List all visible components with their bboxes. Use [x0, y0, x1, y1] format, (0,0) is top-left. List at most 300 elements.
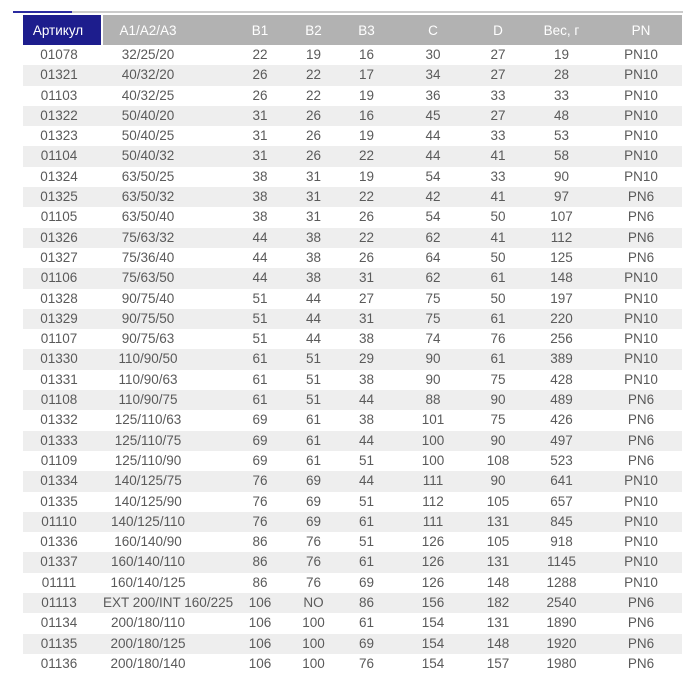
cell-pn: PN10 [600, 512, 682, 532]
cell-artikul: 01103 [23, 86, 103, 106]
cell-b2: NO [287, 593, 340, 613]
cell-artikul: 01335 [23, 492, 103, 512]
cell-c: 101 [393, 410, 473, 430]
cell-a-sizes: 32/25/20 [103, 45, 233, 65]
cell-artikul: 01135 [23, 634, 103, 654]
cell-b2: 61 [287, 410, 340, 430]
cell-b2: 61 [287, 451, 340, 471]
cell-c: 62 [393, 268, 473, 288]
cell-d: 182 [473, 593, 523, 613]
cell-b1: 106 [233, 634, 287, 654]
cell-c: 90 [393, 349, 473, 369]
cell-weight: 256 [523, 329, 600, 349]
cell-pn: PN6 [600, 248, 682, 268]
cell-artikul: 01324 [23, 167, 103, 187]
cell-artikul: 01113 [23, 593, 103, 613]
cell-pn: PN6 [600, 207, 682, 227]
cell-b2: 38 [287, 228, 340, 248]
cell-d: 27 [473, 106, 523, 126]
cell-c: 54 [393, 207, 473, 227]
cell-weight: 1890 [523, 613, 600, 633]
cell-weight: 19 [523, 45, 600, 65]
cell-b1: 61 [233, 390, 287, 410]
column-header-a-sizes: A1/A2/A3 [103, 15, 233, 45]
cell-artikul: 01329 [23, 309, 103, 329]
cell-b3: 44 [340, 390, 393, 410]
cell-b1: 61 [233, 370, 287, 390]
table-row [23, 390, 682, 410]
cell-weight: 28 [523, 65, 600, 85]
cell-b3: 69 [340, 634, 393, 654]
cell-d: 33 [473, 126, 523, 146]
cell-b2: 22 [287, 65, 340, 85]
column-header-weight: Вес, г [523, 15, 600, 45]
cell-c: 45 [393, 106, 473, 126]
cell-pn: PN6 [600, 228, 682, 248]
table-row [23, 431, 682, 451]
cell-pn: PN6 [600, 390, 682, 410]
cell-b1: 31 [233, 126, 287, 146]
table-row [23, 126, 682, 146]
column-header-d: D [473, 15, 523, 45]
cell-weight: 197 [523, 289, 600, 309]
cell-weight: 489 [523, 390, 600, 410]
cell-b3: 17 [340, 65, 393, 85]
cell-b1: 106 [233, 593, 287, 613]
cell-b1: 38 [233, 167, 287, 187]
cell-c: 30 [393, 45, 473, 65]
cell-weight: 497 [523, 431, 600, 451]
cell-b2: 26 [287, 106, 340, 126]
cell-b2: 31 [287, 207, 340, 227]
cell-weight: 107 [523, 207, 600, 227]
cell-artikul: 01331 [23, 370, 103, 390]
cell-weight: 125 [523, 248, 600, 268]
cell-a-sizes: 40/32/20 [103, 65, 233, 85]
cell-b1: 69 [233, 410, 287, 430]
cell-b1: 31 [233, 146, 287, 166]
cell-weight: 918 [523, 532, 600, 552]
cell-b3: 61 [340, 512, 393, 532]
cell-pn: PN10 [600, 289, 682, 309]
cell-b2: 31 [287, 187, 340, 207]
cell-b1: 26 [233, 86, 287, 106]
cell-d: 41 [473, 187, 523, 207]
cell-pn: PN10 [600, 329, 682, 349]
cell-weight: 1145 [523, 552, 600, 572]
cell-artikul: 01337 [23, 552, 103, 572]
cell-b2: 76 [287, 532, 340, 552]
cell-b3: 38 [340, 410, 393, 430]
cell-pn: PN10 [600, 552, 682, 572]
cell-d: 50 [473, 248, 523, 268]
column-header-pn: PN [600, 15, 682, 45]
cell-b3: 31 [340, 309, 393, 329]
cell-pn: PN6 [600, 410, 682, 430]
cell-artikul: 01325 [23, 187, 103, 207]
cell-weight: 426 [523, 410, 600, 430]
cell-pn: PN6 [600, 187, 682, 207]
cell-b3: 86 [340, 593, 393, 613]
table-row [23, 228, 682, 248]
cell-pn: PN10 [600, 268, 682, 288]
cell-d: 105 [473, 532, 523, 552]
cell-d: 90 [473, 471, 523, 491]
cell-a-sizes: 125/110/63 [103, 410, 233, 430]
cell-d: 27 [473, 65, 523, 85]
cell-b3: 38 [340, 370, 393, 390]
cell-b2: 61 [287, 431, 340, 451]
cell-b3: 19 [340, 167, 393, 187]
cell-weight: 220 [523, 309, 600, 329]
table-row [23, 106, 682, 126]
cell-b1: 76 [233, 512, 287, 532]
cell-d: 41 [473, 146, 523, 166]
table-row [23, 289, 682, 309]
cell-a-sizes: 140/125/90 [103, 492, 233, 512]
table-row [23, 410, 682, 430]
cell-b2: 69 [287, 471, 340, 491]
cell-c: 126 [393, 552, 473, 572]
table-row [23, 654, 682, 674]
cell-a-sizes: 90/75/63 [103, 329, 233, 349]
table-row [23, 349, 682, 369]
cell-b2: 51 [287, 349, 340, 369]
cell-a-sizes: EXT 200/INT 160/225 [103, 593, 233, 613]
cell-d: 27 [473, 45, 523, 65]
cell-pn: PN6 [600, 451, 682, 471]
cell-c: 74 [393, 329, 473, 349]
cell-weight: 389 [523, 349, 600, 369]
cell-c: 54 [393, 167, 473, 187]
cell-artikul: 01336 [23, 532, 103, 552]
cell-c: 75 [393, 309, 473, 329]
cell-d: 157 [473, 654, 523, 674]
cell-b1: 86 [233, 552, 287, 572]
cell-b1: 76 [233, 471, 287, 491]
cell-b3: 51 [340, 492, 393, 512]
cell-b2: 44 [287, 289, 340, 309]
cell-a-sizes: 110/90/75 [103, 390, 233, 410]
cell-weight: 148 [523, 268, 600, 288]
cell-b1: 86 [233, 573, 287, 593]
cell-pn: PN10 [600, 492, 682, 512]
cell-d: 50 [473, 289, 523, 309]
cell-weight: 53 [523, 126, 600, 146]
cell-c: 112 [393, 492, 473, 512]
cell-b2: 51 [287, 390, 340, 410]
cell-c: 126 [393, 532, 473, 552]
cell-b1: 86 [233, 532, 287, 552]
cell-pn: PN10 [600, 532, 682, 552]
cell-artikul: 01107 [23, 329, 103, 349]
cell-b1: 106 [233, 654, 287, 674]
cell-weight: 1980 [523, 654, 600, 674]
cell-b3: 31 [340, 268, 393, 288]
cell-a-sizes: 63/50/25 [103, 167, 233, 187]
cell-d: 108 [473, 451, 523, 471]
cell-b2: 100 [287, 613, 340, 633]
cell-b3: 22 [340, 228, 393, 248]
cell-b2: 51 [287, 370, 340, 390]
cell-a-sizes: 50/40/32 [103, 146, 233, 166]
cell-b1: 31 [233, 106, 287, 126]
cell-b2: 38 [287, 268, 340, 288]
cell-weight: 33 [523, 86, 600, 106]
cell-b3: 51 [340, 451, 393, 471]
cell-d: 76 [473, 329, 523, 349]
table-row [23, 268, 682, 288]
cell-b2: 100 [287, 654, 340, 674]
cell-artikul: 01109 [23, 451, 103, 471]
table-row [23, 248, 682, 268]
cell-a-sizes: 140/125/75 [103, 471, 233, 491]
cell-a-sizes: 63/50/40 [103, 207, 233, 227]
cell-b2: 31 [287, 167, 340, 187]
cell-d: 75 [473, 410, 523, 430]
cell-pn: PN10 [600, 86, 682, 106]
table-body [23, 45, 682, 674]
cell-a-sizes: 50/40/20 [103, 106, 233, 126]
cell-c: 100 [393, 431, 473, 451]
cell-b1: 51 [233, 329, 287, 349]
table-row [23, 573, 682, 593]
cell-weight: 97 [523, 187, 600, 207]
cell-b3: 44 [340, 431, 393, 451]
cell-a-sizes: 110/90/63 [103, 370, 233, 390]
cell-d: 131 [473, 512, 523, 532]
table-row [23, 552, 682, 572]
cell-artikul: 01105 [23, 207, 103, 227]
cell-a-sizes: 90/75/40 [103, 289, 233, 309]
cell-c: 62 [393, 228, 473, 248]
cell-weight: 112 [523, 228, 600, 248]
cell-b3: 19 [340, 86, 393, 106]
column-header-artikul: Артикул [23, 15, 103, 45]
cell-pn: PN10 [600, 106, 682, 126]
spec-table [23, 15, 682, 674]
cell-b3: 27 [340, 289, 393, 309]
cell-c: 44 [393, 126, 473, 146]
table-row [23, 492, 682, 512]
cell-a-sizes: 110/90/50 [103, 349, 233, 369]
cell-b3: 16 [340, 106, 393, 126]
cell-b1: 38 [233, 187, 287, 207]
cell-d: 33 [473, 86, 523, 106]
cell-b1: 44 [233, 268, 287, 288]
cell-weight: 1920 [523, 634, 600, 654]
cell-a-sizes: 200/180/140 [103, 654, 233, 674]
cell-a-sizes: 75/36/40 [103, 248, 233, 268]
cell-b1: 38 [233, 207, 287, 227]
cell-pn: PN6 [600, 431, 682, 451]
cell-b3: 26 [340, 207, 393, 227]
cell-c: 154 [393, 634, 473, 654]
cell-d: 105 [473, 492, 523, 512]
cell-c: 75 [393, 289, 473, 309]
cell-artikul: 01328 [23, 289, 103, 309]
column-header-b3: B3 [340, 15, 393, 45]
cell-b2: 22 [287, 86, 340, 106]
header-row [23, 15, 682, 45]
cell-a-sizes: 200/180/125 [103, 634, 233, 654]
cell-b2: 44 [287, 309, 340, 329]
cell-c: 36 [393, 86, 473, 106]
cell-b2: 69 [287, 492, 340, 512]
cell-pn: PN10 [600, 349, 682, 369]
cell-artikul: 01330 [23, 349, 103, 369]
cell-d: 75 [473, 370, 523, 390]
cell-b2: 44 [287, 329, 340, 349]
cell-weight: 523 [523, 451, 600, 471]
cell-b3: 29 [340, 349, 393, 369]
cell-d: 148 [473, 634, 523, 654]
cell-b1: 51 [233, 289, 287, 309]
cell-d: 90 [473, 390, 523, 410]
cell-b3: 44 [340, 471, 393, 491]
cell-a-sizes: 160/140/125 [103, 573, 233, 593]
cell-b1: 44 [233, 248, 287, 268]
cell-b2: 26 [287, 146, 340, 166]
cell-b3: 61 [340, 613, 393, 633]
cell-artikul: 01327 [23, 248, 103, 268]
table-row [23, 187, 682, 207]
cell-b1: 69 [233, 451, 287, 471]
cell-pn: PN6 [600, 613, 682, 633]
cell-weight: 657 [523, 492, 600, 512]
cell-c: 34 [393, 65, 473, 85]
cell-d: 90 [473, 431, 523, 451]
cell-b2: 76 [287, 573, 340, 593]
cell-pn: PN10 [600, 471, 682, 491]
cell-artikul: 01322 [23, 106, 103, 126]
table-row [23, 613, 682, 633]
cell-d: 131 [473, 613, 523, 633]
table-row [23, 207, 682, 227]
cell-a-sizes: 160/140/90 [103, 532, 233, 552]
cell-a-sizes: 125/110/75 [103, 431, 233, 451]
cell-weight: 48 [523, 106, 600, 126]
table-row [23, 593, 682, 613]
cell-artikul: 01332 [23, 410, 103, 430]
cell-b1: 26 [233, 65, 287, 85]
cell-weight: 2540 [523, 593, 600, 613]
cell-b1: 76 [233, 492, 287, 512]
section-divider [13, 11, 683, 13]
cell-b3: 16 [340, 45, 393, 65]
cell-c: 111 [393, 512, 473, 532]
cell-c: 42 [393, 187, 473, 207]
cell-b3: 22 [340, 187, 393, 207]
cell-c: 88 [393, 390, 473, 410]
cell-a-sizes: 63/50/32 [103, 187, 233, 207]
column-header-b2: B2 [287, 15, 340, 45]
cell-artikul: 01078 [23, 45, 103, 65]
cell-artikul: 01323 [23, 126, 103, 146]
cell-a-sizes: 50/40/25 [103, 126, 233, 146]
cell-d: 148 [473, 573, 523, 593]
cell-artikul: 01333 [23, 431, 103, 451]
table-row [23, 634, 682, 654]
cell-b1: 22 [233, 45, 287, 65]
cell-b3: 51 [340, 532, 393, 552]
cell-b1: 106 [233, 613, 287, 633]
cell-artikul: 01111 [23, 573, 103, 593]
cell-b1: 44 [233, 228, 287, 248]
cell-a-sizes: 160/140/110 [103, 552, 233, 572]
cell-b1: 69 [233, 431, 287, 451]
table-row [23, 309, 682, 329]
cell-b2: 26 [287, 126, 340, 146]
cell-b3: 19 [340, 126, 393, 146]
cell-pn: PN6 [600, 634, 682, 654]
cell-c: 100 [393, 451, 473, 471]
cell-b2: 69 [287, 512, 340, 532]
table-row [23, 65, 682, 85]
cell-pn: PN10 [600, 45, 682, 65]
cell-a-sizes: 75/63/32 [103, 228, 233, 248]
cell-c: 154 [393, 654, 473, 674]
cell-b1: 51 [233, 309, 287, 329]
cell-pn: PN10 [600, 126, 682, 146]
cell-b3: 22 [340, 146, 393, 166]
cell-c: 126 [393, 573, 473, 593]
cell-pn: PN10 [600, 167, 682, 187]
cell-b2: 76 [287, 552, 340, 572]
cell-c: 111 [393, 471, 473, 491]
cell-d: 61 [473, 309, 523, 329]
cell-c: 44 [393, 146, 473, 166]
table-row [23, 512, 682, 532]
cell-weight: 428 [523, 370, 600, 390]
cell-artikul: 01106 [23, 268, 103, 288]
cell-a-sizes: 125/110/90 [103, 451, 233, 471]
column-header-c: C [393, 15, 473, 45]
table-row [23, 532, 682, 552]
cell-a-sizes: 140/125/110 [103, 512, 233, 532]
cell-artikul: 01108 [23, 390, 103, 410]
cell-d: 33 [473, 167, 523, 187]
cell-d: 50 [473, 207, 523, 227]
cell-pn: PN10 [600, 370, 682, 390]
table-header [23, 15, 682, 45]
cell-artikul: 01104 [23, 146, 103, 166]
cell-b3: 26 [340, 248, 393, 268]
cell-weight: 1288 [523, 573, 600, 593]
cell-c: 90 [393, 370, 473, 390]
cell-c: 64 [393, 248, 473, 268]
cell-pn: PN6 [600, 654, 682, 674]
cell-b3: 38 [340, 329, 393, 349]
cell-b3: 69 [340, 573, 393, 593]
cell-pn: PN10 [600, 309, 682, 329]
cell-a-sizes: 75/63/50 [103, 268, 233, 288]
table-row [23, 451, 682, 471]
cell-c: 154 [393, 613, 473, 633]
cell-b2: 19 [287, 45, 340, 65]
cell-weight: 90 [523, 167, 600, 187]
cell-b3: 61 [340, 552, 393, 572]
cell-pn: PN6 [600, 593, 682, 613]
table-row [23, 471, 682, 491]
cell-d: 61 [473, 349, 523, 369]
cell-b2: 38 [287, 248, 340, 268]
cell-a-sizes: 200/180/110 [103, 613, 233, 633]
cell-weight: 641 [523, 471, 600, 491]
cell-c: 156 [393, 593, 473, 613]
cell-a-sizes: 40/32/25 [103, 86, 233, 106]
cell-weight: 845 [523, 512, 600, 532]
